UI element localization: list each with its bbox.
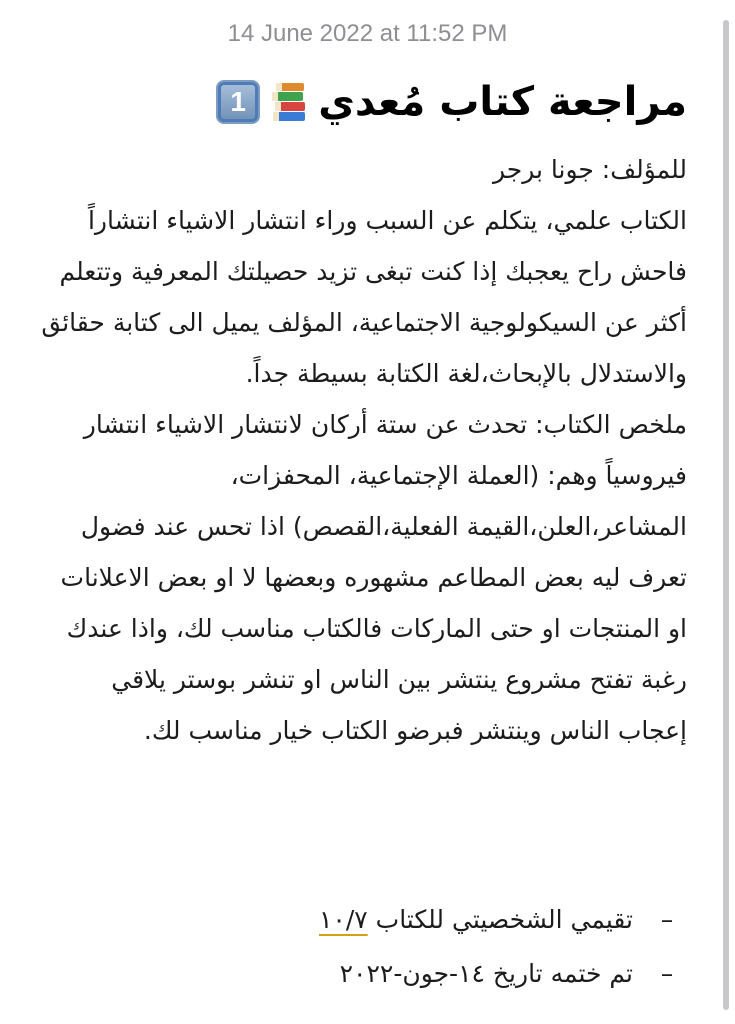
note-list — [40, 893, 687, 1001]
note-timestamp: 14 June 2022 at 11:52 PM — [227, 20, 508, 47]
keycap-1-icon — [216, 80, 260, 124]
note-title-row — [40, 70, 687, 134]
note-body[interactable] — [40, 144, 687, 756]
rating-value-link[interactable]: ١٠/٧ — [318, 905, 368, 934]
vertical-scrollbar[interactable] — [723, 20, 729, 1010]
rating-label — [319, 893, 633, 947]
author-line: للمؤلف: جونا برجر — [492, 155, 687, 184]
rating-label-text: تقيمي الشخصيتي للكتاب — [375, 905, 633, 934]
review-paragraph: الكتاب علمي، يتكلم عن السبب وراء انتشار الاشياء انتشاراً فاحش راح يعجبك إذا كنت تبغى تزيد حصيلتك المعرفية وتتعلم أكثر عن السيكولوجية الاجتماعية، المؤلف يميل الى كتابة حقائق والاستدلال بالإبحاث،لغة الكتابة بسيطة جداً. — [41, 206, 687, 388]
list-dash: – — [660, 905, 674, 934]
list-item-rating — [40, 893, 687, 947]
keycap-digit: 1 — [230, 86, 246, 117]
finished-date-label: تم ختمه تاريخ ١٤-جون-٢٠٢٢ — [339, 959, 633, 988]
list-dash: – — [660, 959, 674, 988]
summary-paragraph: ملخص الكتاب: تحدث عن ستة أركان لانتشار الاشياء انتشار فيروسياً وهم: (العملة الإجتماعية، المحفزات، المشاعر،العلن،القيمة الفعلية،القصص) اذا تحس عند فضول تعرف ليه بعض المطاعم مشهوره وبعضها لا او بعض الاعلانات او المنتجات او حتى الماركات فالكتاب مناسب لك، واذا عندك رغبة تفتح مشروع ينتشر بين الناس او تنشر بوستر يلاقي إعجاب الناس وينتشر فبرضو الكتاب خيار مناسب لك. — [60, 410, 687, 745]
books-icon — [270, 80, 308, 124]
note-title: مراجعة كتاب مُعدي — [318, 79, 687, 125]
list-item-finished — [40, 947, 687, 1001]
